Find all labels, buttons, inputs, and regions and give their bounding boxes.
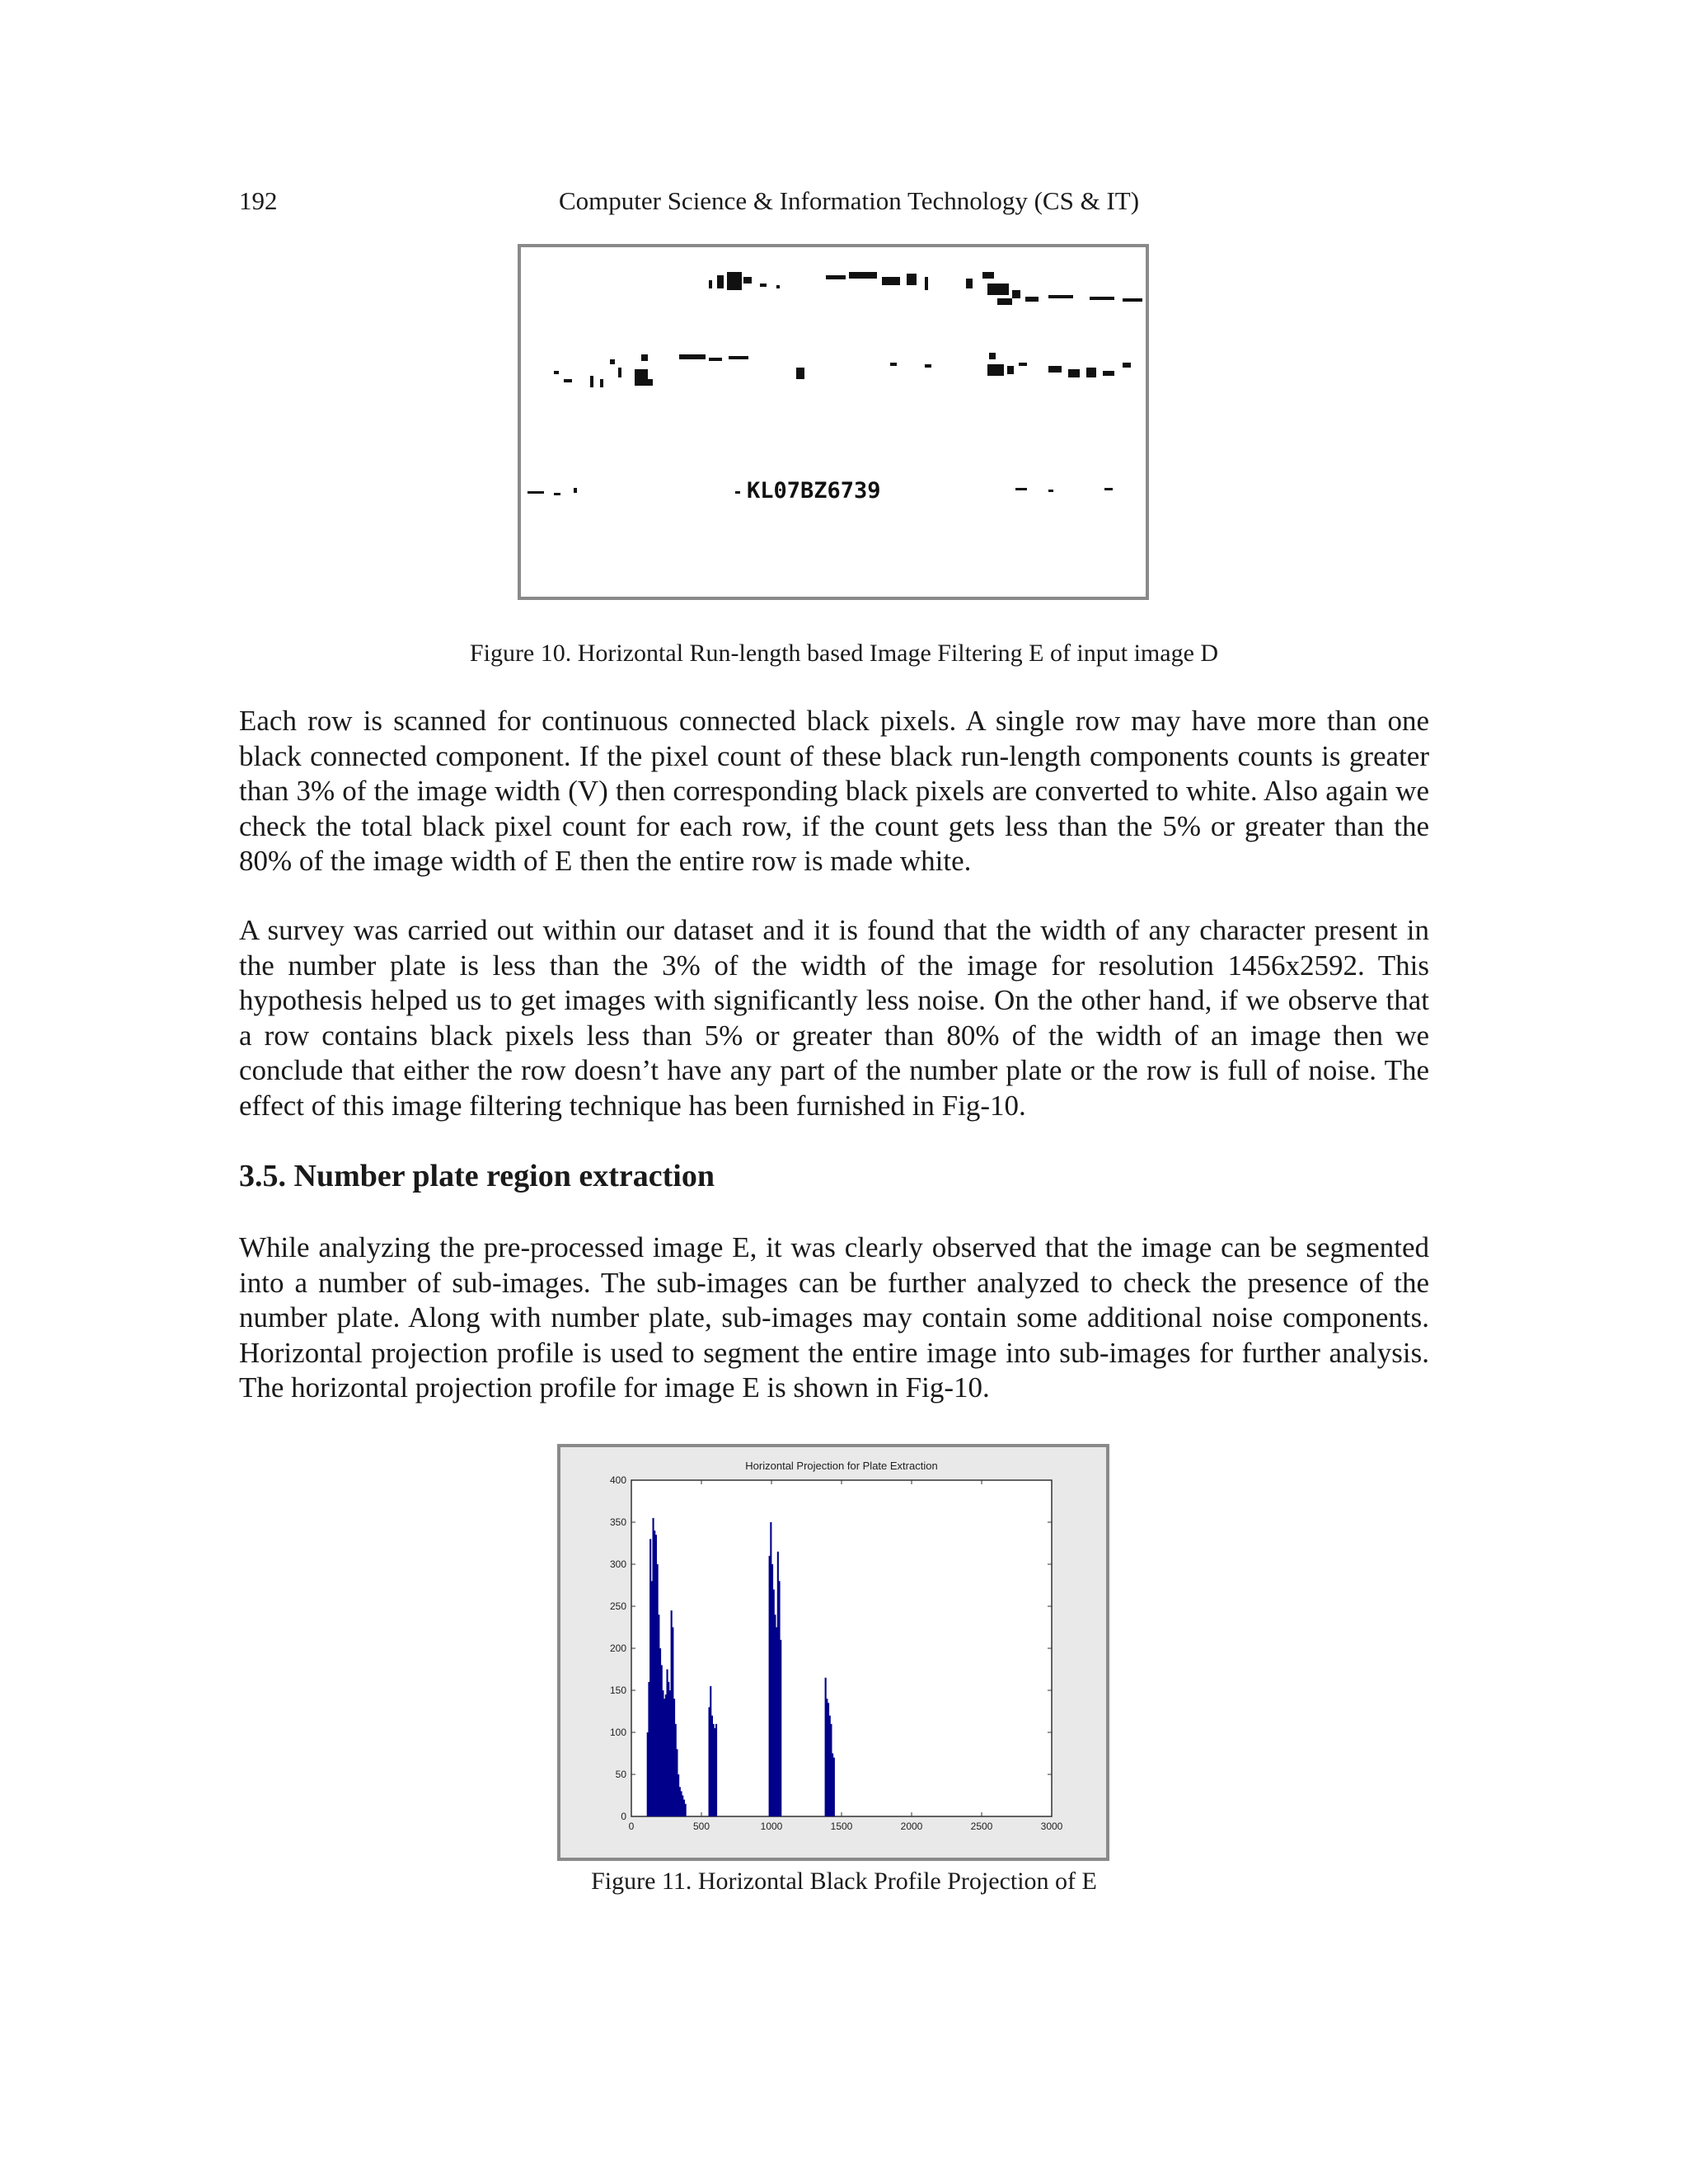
noise-blob bbox=[1007, 366, 1014, 374]
projection-bar bbox=[715, 1724, 717, 1816]
x-tick-label: 2500 bbox=[970, 1821, 993, 1832]
noise-blob bbox=[987, 284, 1009, 295]
noise-blob bbox=[907, 274, 917, 285]
paragraph-2: A survey was carried out within our dataset and it is found that the width of any character present in the number plate is less than the 3% of the width of the image for resolution 1456x2592. This hypothesis helped us to get images with significantly less noise. On the other hand, if we observe that a row contains black pixels less than 5% or greater than 80% of the width of an image then we conclude that either the row doesn’t have any part of the number plate or the row is full of noise. The effect of this image filtering technique has been furnished in Fig-10. bbox=[239, 914, 1429, 1122]
y-tick-label: 200 bbox=[609, 1643, 626, 1654]
noise-blob bbox=[600, 379, 603, 387]
noise-blob bbox=[760, 284, 767, 287]
noise-blob bbox=[1012, 290, 1020, 298]
noise-blob bbox=[1025, 297, 1039, 302]
projection-bar bbox=[780, 1640, 781, 1816]
noise-blob bbox=[826, 275, 846, 279]
y-tick-label: 100 bbox=[609, 1727, 626, 1738]
y-tick-label: 400 bbox=[609, 1474, 626, 1486]
noise-blob bbox=[1104, 488, 1113, 490]
noise-blob bbox=[727, 272, 742, 290]
page-number: 192 bbox=[239, 186, 278, 215]
x-tick-label: 0 bbox=[628, 1821, 635, 1832]
noise-blob bbox=[1123, 363, 1131, 368]
noise-blob bbox=[987, 364, 1004, 376]
paragraph-3: While analyzing the pre-processed image E, it was clearly observed that the image can be segmented into a number of sub-images. The sub-images can be further analyzed to check the presence of the number plate. Along with number plate, sub-images may contain some additional noise components. Horizontal projection profile is used to segment the entire image into sub-images for further analysis. The horizontal projection profile for image E is shown in Fig-10. bbox=[239, 1231, 1429, 1404]
noise-blob bbox=[1123, 298, 1142, 302]
noise-blob bbox=[554, 493, 560, 495]
noise-blob bbox=[982, 272, 994, 279]
y-tick-label: 300 bbox=[609, 1558, 626, 1570]
x-tick-label: 1500 bbox=[830, 1821, 853, 1832]
noise-blob bbox=[1048, 366, 1062, 373]
filtered-image-svg bbox=[521, 247, 1146, 597]
noise-blob bbox=[564, 379, 572, 382]
noise-blob bbox=[1103, 371, 1114, 376]
noise-blob bbox=[679, 354, 706, 359]
figure-10-caption: Figure 10. Horizontal Run-length based Image Filtering E of input image D bbox=[469, 640, 1219, 667]
noise-blob bbox=[966, 279, 973, 288]
x-tick-label: 500 bbox=[692, 1821, 710, 1832]
noise-blob bbox=[849, 272, 877, 279]
section-heading: 3.5. Number plate region extraction bbox=[239, 1159, 715, 1193]
journal-title: Computer Science & Information Technology (CS & IT) bbox=[558, 186, 1140, 215]
noise-blob bbox=[645, 379, 653, 386]
noise-blob bbox=[729, 356, 748, 359]
noise-blob bbox=[735, 491, 740, 494]
y-tick-label: 150 bbox=[609, 1685, 626, 1696]
x-tick-label: 3000 bbox=[1040, 1821, 1063, 1832]
noise-blob bbox=[890, 363, 897, 366]
noise-blob bbox=[554, 371, 559, 374]
noise-blob bbox=[1086, 368, 1096, 377]
noise-blob bbox=[776, 285, 780, 288]
figure-11-caption: Figure 11. Horizontal Black Profile Projection of E bbox=[591, 1868, 1097, 1895]
noise-blob bbox=[528, 491, 544, 494]
noise-blob bbox=[574, 488, 577, 493]
noise-blob bbox=[1019, 363, 1027, 366]
noise-blob bbox=[709, 358, 722, 361]
projection-chart-svg bbox=[560, 1447, 1106, 1858]
noise-blob bbox=[1068, 369, 1080, 377]
noise-blob bbox=[796, 368, 804, 379]
projection-bar bbox=[685, 1804, 687, 1816]
running-header bbox=[0, 186, 1688, 216]
noise-blob bbox=[618, 368, 621, 377]
noise-blob bbox=[641, 354, 648, 361]
y-tick-label: 350 bbox=[609, 1516, 626, 1528]
noise-blob bbox=[925, 364, 931, 368]
figure-10-image bbox=[518, 244, 1149, 600]
figure-11-chart bbox=[557, 1444, 1109, 1861]
noise-blob bbox=[610, 359, 615, 364]
noise-blob bbox=[709, 280, 712, 288]
projection-bar bbox=[833, 1758, 835, 1816]
noise-blob bbox=[743, 277, 752, 284]
y-tick-label: 0 bbox=[621, 1811, 626, 1822]
noise-blob bbox=[717, 275, 724, 288]
x-tick-label: 1000 bbox=[760, 1821, 783, 1832]
paragraph-1: Each row is scanned for continuous connected black pixels. A single row may have more than one black connected component. If the pixel count of these black run-length components counts is greater than 3% of the image width (V) then corresponding black pixels are converted to white. Also again we check the total black pixel count for each row, if the count gets less than the 5% or greater than the 80% of the image width of E then the entire row is made white. bbox=[239, 705, 1429, 877]
noise-blob bbox=[1090, 297, 1114, 300]
plot-area bbox=[631, 1480, 1052, 1816]
noise-blob bbox=[1015, 488, 1027, 490]
noise-blob bbox=[925, 277, 928, 290]
y-tick-label: 250 bbox=[609, 1601, 626, 1612]
y-tick-label: 50 bbox=[615, 1769, 626, 1780]
noise-blob bbox=[989, 353, 996, 359]
x-tick-label: 2000 bbox=[900, 1821, 923, 1832]
noise-blob bbox=[1048, 490, 1053, 492]
noise-blob bbox=[1048, 295, 1073, 298]
plate-label: KL07BZ6739 bbox=[747, 478, 881, 504]
chart-title: Horizontal Projection for Plate Extraction bbox=[745, 1460, 938, 1472]
noise-blob bbox=[997, 298, 1012, 305]
noise-blob bbox=[882, 277, 900, 285]
noise-blob bbox=[590, 376, 593, 387]
